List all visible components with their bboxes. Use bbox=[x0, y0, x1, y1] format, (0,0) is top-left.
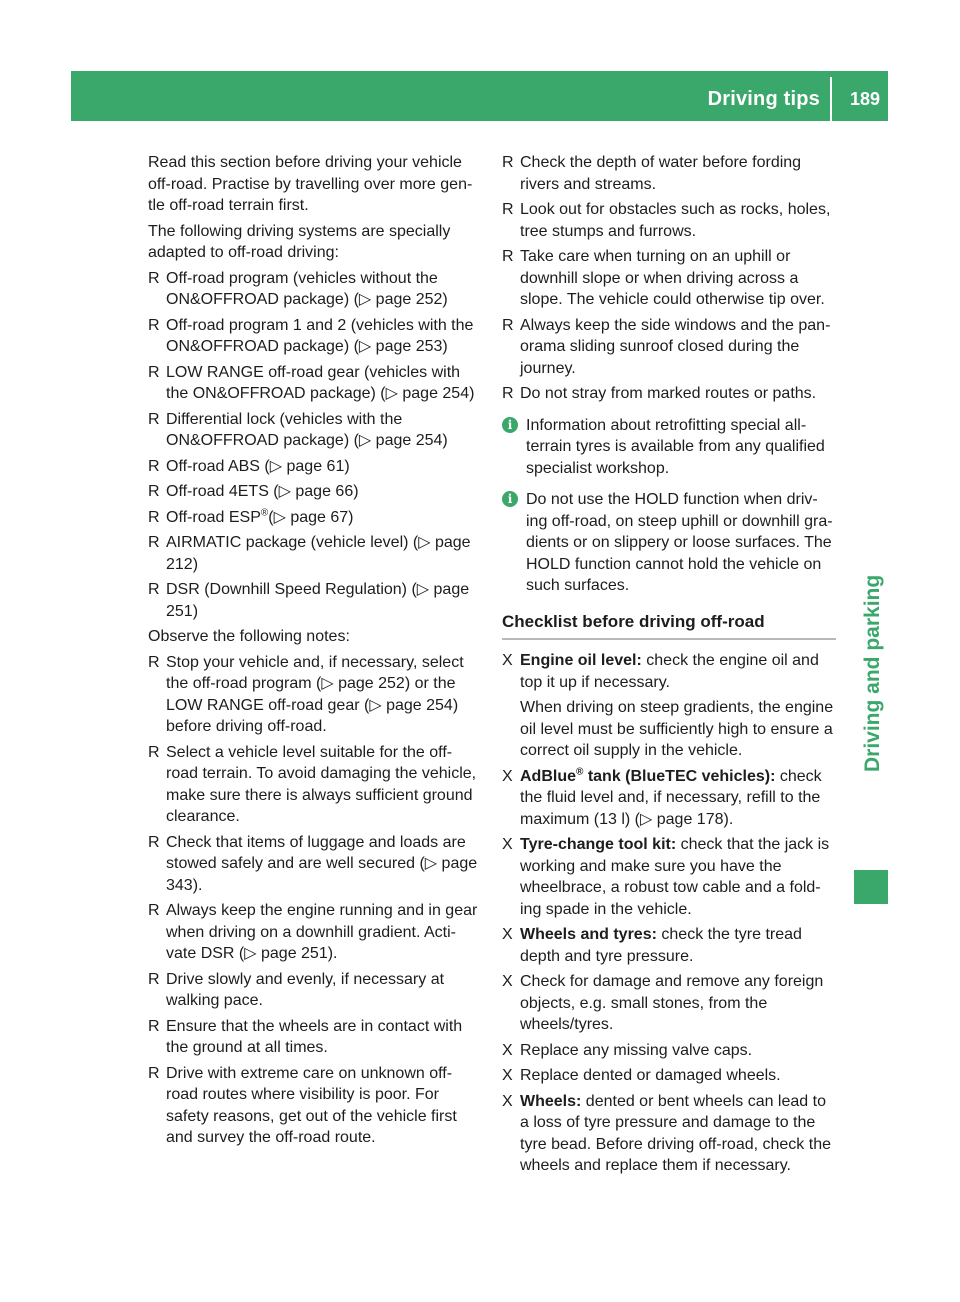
header-separator bbox=[830, 77, 832, 121]
plain-actions bbox=[502, 971, 836, 1087]
list-item-text: Check for damage and remove any foreign objects, e.g. small stones, from the wheels/tyres. bbox=[520, 973, 824, 1033]
bullet-marker: R bbox=[148, 1017, 160, 1035]
bullet-marker: R bbox=[148, 653, 160, 671]
action-text: check that the jack is working and make sure you have the wheelbrace, a robust tow cable and a fold-ing spade in the vehicle. bbox=[520, 836, 830, 918]
list-item-text: Take care when turning on an uphill or downhill slope or when driving across a slope. The vehicle could otherwise tip over. bbox=[520, 248, 825, 308]
list-item-text: Ensure that the wheels are in contact with the ground at all times. bbox=[166, 1017, 463, 1056]
action-label: AdBlue® tank (BlueTEC vehicles): bbox=[520, 766, 776, 785]
list-item bbox=[148, 652, 483, 738]
list-item-text: Select a vehicle level suitable for the off-road terrain. To avoid damaging the vehicle, make sure there is always sufficient ground clearance. bbox=[166, 743, 477, 825]
bullet-marker: R bbox=[502, 154, 514, 171]
list-item bbox=[148, 1016, 483, 1059]
action-note: When driving on steep gradients, the engine oil level must be sufficiently high to ensure a correct oil supply in the vehicle. bbox=[520, 699, 834, 759]
bullet-marker: R bbox=[148, 508, 160, 526]
notes-list-right bbox=[502, 152, 836, 405]
action-item bbox=[502, 650, 836, 693]
list-item bbox=[148, 900, 483, 965]
action-marker: X bbox=[502, 973, 513, 990]
bullet-marker: R bbox=[148, 970, 160, 988]
info-icon: i bbox=[502, 491, 518, 507]
list-item-text: Off-road program 1 and 2 (vehicles with the ON&OFFROAD package) (▷ page 253) bbox=[166, 316, 474, 355]
bullet-marker: R bbox=[148, 743, 160, 761]
action-label: Wheels: bbox=[520, 1092, 582, 1110]
list-item bbox=[502, 152, 836, 195]
list-item bbox=[148, 1063, 483, 1149]
list-item-text: AIRMATIC package (vehicle level) (▷ page 212) bbox=[166, 534, 471, 573]
page-number: 189 bbox=[849, 89, 880, 109]
action-label: Engine oil level: bbox=[520, 652, 642, 669]
info-text: Information about retrofitting special all-terrain tyres is available from any qualified specialist workshop. bbox=[526, 416, 825, 477]
section-title: Checklist before driving off-road bbox=[502, 611, 836, 641]
side-tab bbox=[835, 216, 888, 796]
registered-mark: ® bbox=[260, 507, 269, 519]
list-item-text: Check the depth of water before fording rivers and streams. bbox=[520, 154, 802, 193]
esp-label: Off-road ESP bbox=[166, 508, 261, 526]
list-item-text: Drive with extreme care on unknown off-road routes where visibility is poor. For safety reasons, get out of the vehicle first and survey the off-road route. bbox=[166, 1064, 457, 1146]
list-item-text: Off-road 4ETS (▷ page 66) bbox=[166, 483, 359, 500]
bullet-marker: R bbox=[502, 201, 514, 218]
left-column bbox=[148, 152, 483, 1153]
bullet-marker: R bbox=[148, 269, 160, 287]
action-text: check the fluid level and, if necessary, refill to the maximum (13 l) (▷ page 178). bbox=[520, 767, 822, 828]
systems-list bbox=[148, 268, 483, 503]
action-marker: X bbox=[502, 652, 513, 669]
list-item-text: Off-road ABS (▷ page 61) bbox=[166, 457, 350, 475]
action-marker: X bbox=[502, 1067, 513, 1084]
list-item bbox=[148, 969, 483, 1012]
list-item bbox=[148, 579, 483, 622]
action-text: check the tyre tread depth and tyre pressure. bbox=[520, 926, 802, 965]
bullet-marker: R bbox=[148, 534, 160, 551]
side-tab-label: Driving and parking bbox=[861, 574, 884, 772]
action-marker: X bbox=[502, 1041, 513, 1059]
list-item-text: Differential lock (vehicles with the ON&OFFROAD package) (▷ page 254) bbox=[166, 410, 448, 449]
right-column bbox=[502, 152, 836, 1181]
list-item-text: Always keep the engine running and in gear when driving on a downhill gradient. Acti-vate DSR (▷ page 251). bbox=[166, 902, 478, 962]
bullet-marker: R bbox=[148, 902, 160, 919]
info-icon: i bbox=[502, 417, 518, 433]
list-item bbox=[148, 742, 483, 828]
bullet-marker: R bbox=[148, 363, 160, 381]
bullet-marker: R bbox=[502, 316, 514, 334]
list-item bbox=[148, 532, 483, 575]
list-item bbox=[148, 409, 483, 452]
side-square-marker bbox=[854, 870, 888, 904]
list-item bbox=[148, 832, 483, 897]
action-text: dented or bent wheels can lead to a loss of tyre pressure and damage to the tyre bead. Before driving off-road, check the wheels and replace them if necessary. bbox=[520, 1092, 831, 1174]
list-item bbox=[148, 362, 483, 405]
list-item bbox=[148, 507, 483, 529]
bullet-marker: R bbox=[148, 1064, 160, 1082]
bullet-marker: R bbox=[148, 833, 160, 851]
list-item bbox=[148, 315, 483, 358]
bullet-marker: R bbox=[148, 457, 160, 475]
systems-intro: The following driving systems are specially adapted to off-road driving: bbox=[148, 222, 451, 261]
esp-ref: (▷ page 67) bbox=[268, 508, 354, 526]
list-item bbox=[502, 1040, 836, 1062]
list-item-text: DSR (Downhill Speed Regulation) (▷ page 251) bbox=[166, 581, 470, 620]
list-item bbox=[148, 481, 483, 503]
notes-intro: Observe the following notes: bbox=[148, 628, 350, 645]
bullet-marker: R bbox=[148, 581, 160, 598]
list-item bbox=[502, 1065, 836, 1087]
list-item-text: Always keep the side windows and the pan-orama sliding sunroof closed during the journey. bbox=[520, 316, 831, 377]
list-item bbox=[148, 268, 483, 311]
header-title: Driving tips bbox=[707, 88, 820, 110]
action-item bbox=[502, 1091, 836, 1177]
bullet-marker: R bbox=[148, 483, 160, 500]
info-text: Do not use the HOLD function when driv-ing off-road, on steep uphill or downhill gra-dients or on slippery or loose surfaces. The HOLD function cannot hold the vehicle on such surfaces. bbox=[526, 491, 833, 594]
systems-list-2 bbox=[148, 532, 483, 622]
action-text: check the engine oil and top it up if necessary. bbox=[520, 652, 819, 691]
info-note-hold bbox=[502, 489, 836, 597]
list-item bbox=[502, 199, 836, 242]
action-marker: X bbox=[502, 1092, 513, 1110]
list-item-text: Off-road program (vehicles without the ON&OFFROAD package) (▷ page 252) bbox=[166, 269, 448, 308]
bullet-marker: R bbox=[148, 410, 160, 428]
intro-paragraph: Read this section before driving your vehicle off-road. Practise by travelling over more gen-tle off-road terrain first. bbox=[148, 154, 473, 214]
bullet-marker: R bbox=[502, 385, 514, 402]
list-item bbox=[502, 383, 836, 405]
list-item bbox=[502, 315, 836, 380]
action-marker: X bbox=[502, 836, 513, 853]
action-item bbox=[502, 834, 836, 920]
list-item-text: Replace any missing valve caps. bbox=[520, 1041, 753, 1059]
list-item-text: Check that items of luggage and loads are stowed safely and are well secured (▷ page 343). bbox=[166, 833, 478, 894]
list-item-text: Drive slowly and evenly, if necessary at walking pace. bbox=[166, 970, 445, 1009]
list-item bbox=[502, 246, 836, 311]
action-item bbox=[502, 766, 836, 831]
action-label: Tyre-change tool kit: bbox=[520, 836, 677, 853]
list-item bbox=[148, 456, 483, 478]
bullet-marker: R bbox=[148, 316, 160, 334]
bullet-marker: R bbox=[502, 248, 514, 265]
list-item-text: Replace dented or damaged wheels. bbox=[520, 1067, 781, 1084]
action-marker: X bbox=[502, 926, 513, 943]
action-label: Wheels and tyres: bbox=[520, 926, 657, 943]
list-item-text: Look out for obstacles such as rocks, holes, tree stumps and furrows. bbox=[520, 201, 831, 240]
action-item bbox=[502, 924, 836, 967]
list-item-text: LOW RANGE off-road gear (vehicles with the ON&OFFROAD package) (▷ page 254) bbox=[166, 363, 475, 402]
action-marker: X bbox=[502, 767, 513, 785]
header-bar bbox=[71, 71, 888, 121]
list-item-text: Do not stray from marked routes or paths. bbox=[520, 385, 817, 402]
list-item-text: Stop your vehicle and, if necessary, select the off-road program (▷ page 252) or the LOW RANGE off-road gear (▷ page 254) before driving off-road. bbox=[166, 653, 464, 735]
info-note-tyres bbox=[502, 415, 836, 480]
list-item bbox=[502, 971, 836, 1036]
notes-list-left bbox=[148, 652, 483, 1149]
